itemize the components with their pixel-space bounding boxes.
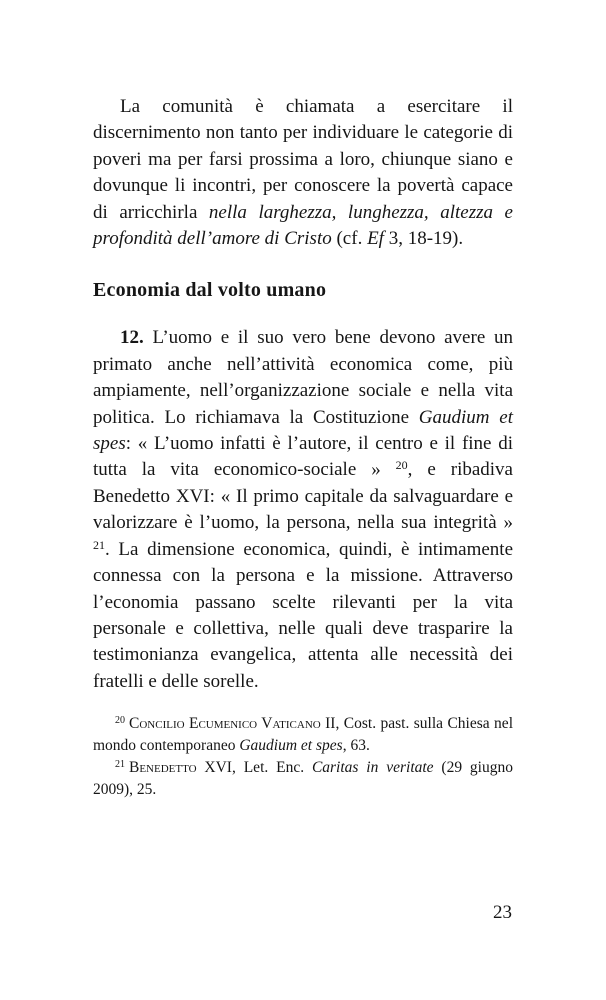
- footnotes-section: [93, 713, 513, 801]
- text-segment: , e ribadiva Benedetto XVI: « Il primo capitale da salvaguardare e valorizzare è l’uomo, la persona, nella sua integrità »: [93, 459, 513, 534]
- text-segment: L’uomo e il suo vero bene devono avere un primato anche nell’attività economica come, più ampiamente, nell’organizzazione sociale e nella vita politica. Lo richiamava la Costituzione: [93, 327, 513, 428]
- italic-document-title: Gaudium et spes: [239, 737, 343, 755]
- footnote-marker-21: 21: [115, 759, 125, 771]
- footnote-20: [93, 713, 513, 757]
- italic-document-title: Gaudium et spes: [93, 406, 513, 455]
- text-segment: (cf.: [331, 228, 368, 250]
- text-segment: (29 giugno 2009), 25.: [93, 759, 513, 799]
- footnote-marker-20: 20: [115, 715, 125, 727]
- text-segment: La comunità è chiamata a esercitare il discernimento non tanto per individuare le categorie di poveri ma per farsi prossima a loro, chiunque siano e dovunque li incontri, per conoscere la povertà capace di arricchirla: [93, 96, 513, 223]
- paragraph-number: 12.: [120, 327, 144, 349]
- text-segment: , Let. Enc.: [231, 759, 312, 777]
- section-heading: Economia dal volto umano: [93, 279, 327, 302]
- footnote-21: [93, 757, 513, 801]
- text-segment: : « L’uomo infatti è l’autore, il centro e il fine di tutta la vita economico-sociale »: [93, 433, 513, 481]
- italic-document-title: Caritas in veritate: [311, 759, 434, 777]
- text-segment: . La dimensione economica, quindi, è intimamente connessa con la persona e la missione. Attraverso l’economia passano scelte rilevanti per la vita personale e collettiva, nelle quali deve trasparire la testimonianza evangelica, attenta alle necessità dei fratelli e delle sorelle.: [93, 538, 513, 692]
- intro-paragraph: [93, 94, 513, 252]
- footnote-ref-20: 20: [395, 458, 408, 473]
- italic-citation-segment: nella larghezza, lunghezza, altezza e profondità dell’amore di Cristo: [93, 201, 513, 250]
- paragraph-12: [93, 325, 513, 695]
- text-segment: , 63.: [342, 737, 370, 755]
- text-segment: , Cost. past. sulla Chiesa nel mondo contemporaneo: [93, 715, 513, 755]
- footnote-ref-21: 21: [93, 537, 105, 552]
- text-segment: 3, 18-19).: [383, 228, 464, 250]
- smallcaps-author-segment: Benedetto XVI: [129, 759, 232, 777]
- italic-bible-ref: Ef: [367, 228, 384, 250]
- text-block: [93, 94, 513, 801]
- page-number: 23: [493, 902, 512, 923]
- smallcaps-author-segment: Concilio Ecumenico Vaticano II: [129, 715, 336, 733]
